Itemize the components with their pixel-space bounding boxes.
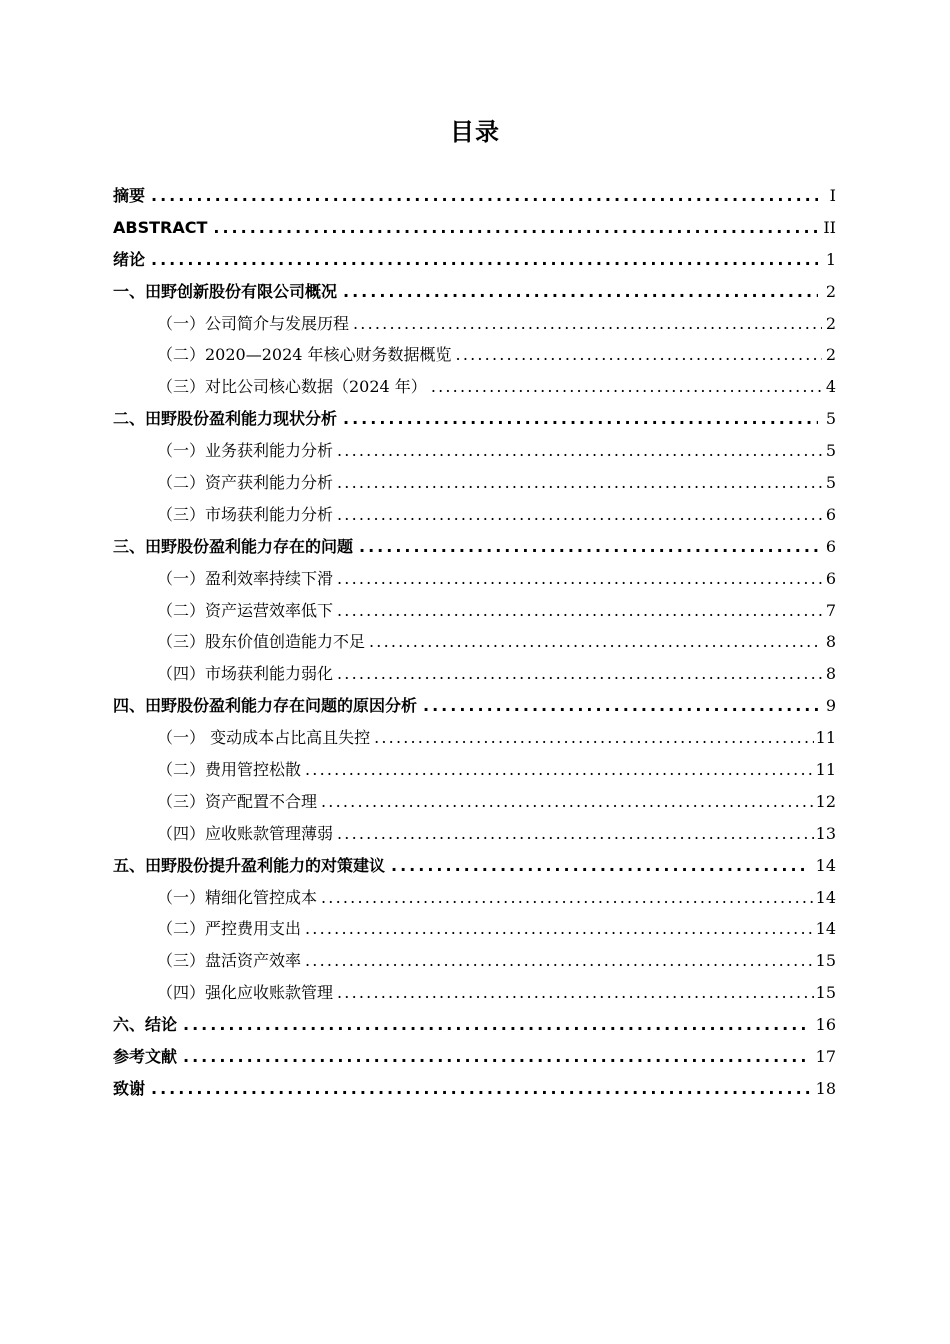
dot-leader xyxy=(305,913,814,945)
toc-entry-label: （二）2020—2024 年核心财务数据概览 xyxy=(157,345,452,365)
toc-entry-page-number: 5 xyxy=(825,409,836,429)
dot-leader xyxy=(305,754,814,786)
toc-entry-label: （三）资产配置不合理 xyxy=(157,791,318,811)
toc-entry-label: （一）精细化管控成本 xyxy=(157,887,318,907)
dot-leader xyxy=(374,722,814,754)
dot-leader xyxy=(337,563,822,595)
dot-leader xyxy=(337,499,822,531)
toc-entry-chapter[interactable] xyxy=(113,212,836,244)
toc-entry-label: 绪论 xyxy=(113,249,146,269)
toc-entry-label: （二）严控费用支出 xyxy=(157,919,302,939)
dot-leader xyxy=(391,850,810,882)
toc-entry-chapter[interactable] xyxy=(113,1073,836,1105)
toc-entry-label: 三、田野股份盈利能力存在的问题 xyxy=(113,536,354,556)
toc-entry-section[interactable] xyxy=(113,882,836,914)
toc-entry-label: （三）市场获利能力分析 xyxy=(157,504,334,524)
toc-entry-page-number: II xyxy=(823,217,836,237)
toc-entry-section[interactable] xyxy=(113,499,836,531)
dot-leader xyxy=(151,244,818,276)
toc-entry-page-number: 1 xyxy=(825,249,836,269)
toc-entry-label: 四、田野股份盈利能力存在问题的原因分析 xyxy=(113,696,418,716)
dot-leader xyxy=(343,276,818,308)
toc-entry-chapter[interactable] xyxy=(113,244,836,276)
toc-entry-label: 六、结论 xyxy=(113,1015,178,1035)
toc-entry-chapter[interactable] xyxy=(113,1009,836,1041)
dot-leader xyxy=(305,945,814,977)
toc-entry-chapter[interactable] xyxy=(113,403,836,435)
toc-entry-section[interactable] xyxy=(113,658,836,690)
dot-leader xyxy=(183,1009,810,1041)
toc-entry-page-number: 6 xyxy=(825,536,836,556)
page-title: 目录 xyxy=(450,118,500,146)
dot-leader xyxy=(337,818,814,850)
toc-entry-page-number: 11 xyxy=(815,728,836,748)
toc-entry-label: （三）股东价值创造能力不足 xyxy=(157,632,366,652)
toc-entry-label: （四）市场获利能力弱化 xyxy=(157,664,334,684)
toc-entry-page-number: 7 xyxy=(825,600,836,620)
toc-entry-page-number: 14 xyxy=(815,919,836,939)
toc-entry-section[interactable] xyxy=(113,754,836,786)
toc-entry-page-number: 5 xyxy=(825,441,836,461)
toc-entry-label: （四）应收账款管理薄弱 xyxy=(157,823,334,843)
dot-leader xyxy=(213,212,817,244)
dot-leader xyxy=(343,403,818,435)
toc-entry-label: 一、田野创新股份有限公司概况 xyxy=(113,281,338,301)
dot-leader xyxy=(423,690,818,722)
dot-leader xyxy=(183,1041,810,1073)
dot-leader xyxy=(321,786,814,818)
toc-entry-section[interactable] xyxy=(113,339,836,371)
toc-entry-section[interactable] xyxy=(113,722,836,754)
toc-entry-chapter[interactable] xyxy=(113,850,836,882)
dot-leader xyxy=(353,308,822,340)
dot-leader xyxy=(337,467,822,499)
toc-entry-page-number: 14 xyxy=(815,855,836,875)
toc-entry-page-number: 4 xyxy=(825,377,836,397)
toc-entry-section[interactable] xyxy=(113,563,836,595)
toc-entry-chapter[interactable] xyxy=(113,690,836,722)
toc-entry-label: 五、田野股份提升盈利能力的对策建议 xyxy=(113,855,386,875)
toc-entry-page-number: 5 xyxy=(825,473,836,493)
toc-entry-page-number: 6 xyxy=(825,504,836,524)
toc-entry-section[interactable] xyxy=(113,818,836,850)
toc-entry-section[interactable] xyxy=(113,626,836,658)
toc-entry-page-number: 18 xyxy=(815,1078,836,1098)
toc-entry-label: （二）费用管控松散 xyxy=(157,760,302,780)
toc-entry-page-number: 12 xyxy=(815,791,836,811)
table-of-contents xyxy=(113,180,836,1105)
toc-entry-label: （二）资产获利能力分析 xyxy=(157,473,334,493)
toc-entry-page-number: 6 xyxy=(825,568,836,588)
toc-entry-section[interactable] xyxy=(113,308,836,340)
toc-entry-section[interactable] xyxy=(113,977,836,1009)
toc-entry-chapter[interactable] xyxy=(113,180,836,212)
dot-leader xyxy=(337,435,822,467)
toc-entry-page-number: 2 xyxy=(825,281,836,301)
toc-entry-page-number: 8 xyxy=(825,664,836,684)
toc-entry-label: （一）业务获利能力分析 xyxy=(157,441,334,461)
toc-entry-label: （二）资产运营效率低下 xyxy=(157,600,334,620)
toc-entry-label: 摘要 xyxy=(113,186,146,205)
dot-leader xyxy=(151,1073,810,1105)
toc-entry-page-number: 9 xyxy=(825,696,836,716)
toc-entry-page-number: 2 xyxy=(825,345,836,365)
toc-entry-page-number: 11 xyxy=(815,760,836,780)
toc-entry-page-number: 17 xyxy=(815,1047,836,1067)
toc-entry-label: （一）公司简介与发展历程 xyxy=(157,313,350,333)
dot-leader xyxy=(359,531,818,563)
toc-entry-page-number: 15 xyxy=(815,983,836,1003)
toc-entry-section[interactable] xyxy=(113,786,836,818)
toc-entry-page-number: 15 xyxy=(815,951,836,971)
toc-entry-label: 二、田野股份盈利能力现状分析 xyxy=(113,409,338,429)
toc-entry-page-number: 8 xyxy=(825,632,836,652)
toc-entry-label: 致谢 xyxy=(113,1078,146,1098)
dot-leader xyxy=(337,595,822,627)
toc-entry-label: （三）盘活资产效率 xyxy=(157,951,302,971)
toc-entry-label: （三）对比公司核心数据（2024 年） xyxy=(157,377,427,397)
toc-entry-page-number: 16 xyxy=(815,1015,836,1035)
toc-entry-chapter[interactable] xyxy=(113,531,836,563)
dot-leader xyxy=(321,882,814,914)
dot-leader xyxy=(369,626,822,658)
dot-leader xyxy=(431,371,822,403)
toc-entry-label: （四）强化应收账款管理 xyxy=(157,983,334,1003)
toc-entry-chapter[interactable] xyxy=(113,1041,836,1073)
toc-entry-section[interactable] xyxy=(113,595,836,627)
toc-entry-section[interactable] xyxy=(113,467,836,499)
dot-leader xyxy=(456,339,822,371)
toc-entry-label: 参考文献 xyxy=(113,1047,178,1067)
toc-entry-section[interactable] xyxy=(113,435,836,467)
toc-entry-page-number: 13 xyxy=(815,823,836,843)
toc-entry-label: ABSTRACT xyxy=(113,217,208,237)
dot-leader xyxy=(151,180,818,212)
toc-entry-section[interactable] xyxy=(113,945,836,977)
dot-leader xyxy=(337,977,814,1009)
toc-entry-chapter[interactable] xyxy=(113,276,836,308)
dot-leader xyxy=(337,658,822,690)
toc-entry-label: （一）盈利效率持续下滑 xyxy=(157,568,334,588)
toc-entry-page-number: 2 xyxy=(825,313,836,333)
toc-entry-section[interactable] xyxy=(113,913,836,945)
toc-entry-page-number: I xyxy=(829,186,836,205)
toc-entry-page-number: 14 xyxy=(815,887,836,907)
toc-entry-label: （一） 变动成本占比高且失控 xyxy=(157,728,371,748)
toc-entry-section[interactable] xyxy=(113,371,836,403)
